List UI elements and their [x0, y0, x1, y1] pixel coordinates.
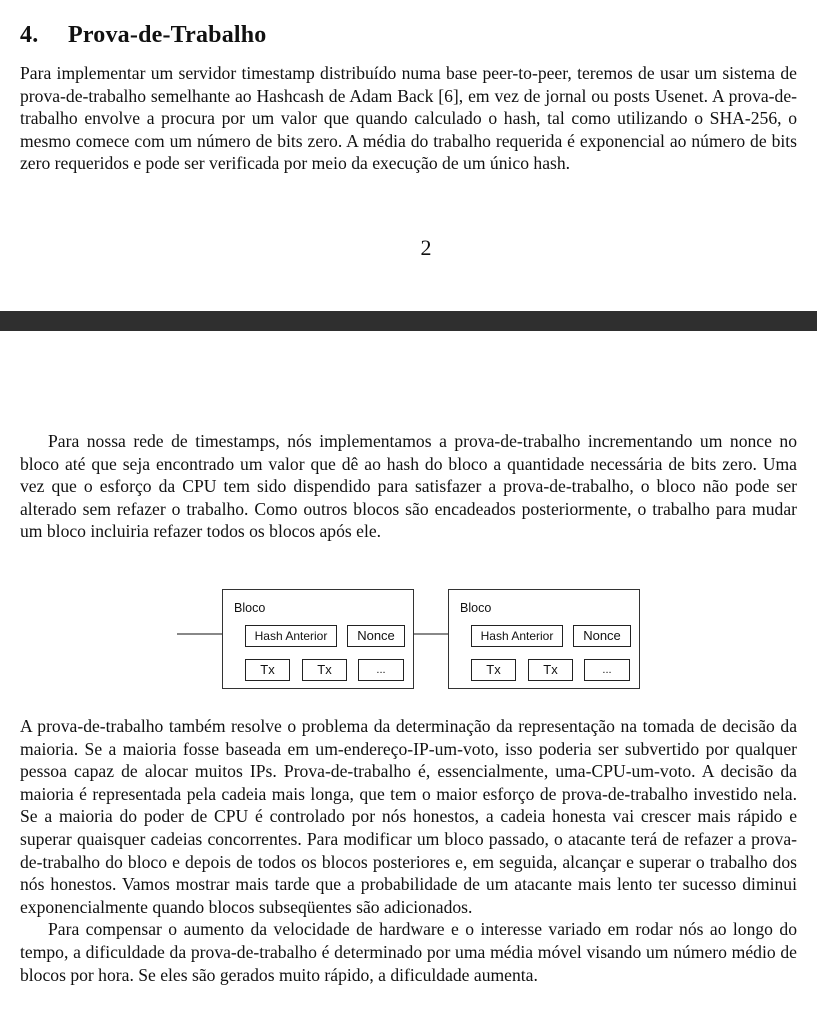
- more-tx-cell: ...: [584, 659, 630, 681]
- intro-paragraph: Para implementar um servidor timestamp distribuído numa base peer-to-peer, teremos de usar um sistema de prova-de-trabalho semelhante ao Hashcash de Adam Back [6], em vez de jornal ou posts Usenet. A prova-de-trabalho envolve a procura por um valor que quando calculado o hash, tal como utilizando o SHA-256, o mesmo comece com um número de bits zero. A média do trabalho requerida é exponencial ao número de bits zero requeridos e pode ser verificada por meio da execução de um único hash.: [20, 63, 797, 174]
- block-label: Bloco: [460, 601, 492, 615]
- nonce-cell: Nonce: [573, 625, 631, 647]
- prev-hash-cell: Hash Anterior: [471, 625, 563, 647]
- page-break-divider: [0, 311, 817, 331]
- majority-paragraph: A prova-de-trabalho também resolve o problema da determinação da representação na tomada de decisão da maioria. Se a maioria fosse baseada em um-endereço-IP-um-voto, isso poderia ser subvertido por qualquer pessoa capaz de alocar muitos IPs. Prova-de-trabalho é, essencialmente, uma-CPU-um-voto. A decisão da maioria é representada pela cadeia mais longa, que tem o maior esforço de prova-de-trabalho investido nela. Se a maioria do poder de CPU é controlado por nós honestos, a cadeia honesta vai crescer mais rápido e superar quaisquer cadeias concorrentes. Para modificar um bloco passado, o atacante terá de refazer a prova-de-trabalho do bloco e depois de todos os blocos posteriores e, em seguida, alcançar e superar o trabalho dos nós honestos. Vamos mostrar mais tarde que a probabilidade de um atacante mais lento ter sucesso diminui exponencialmente quando blocos subseqüentes são adicionados.: [20, 716, 797, 917]
- tx-cell: Tx: [302, 659, 347, 681]
- tx-cell: Tx: [528, 659, 573, 681]
- page-number: 2: [420, 235, 432, 260]
- block-2: [448, 589, 640, 689]
- block-chain-diagram: [0, 585, 817, 695]
- tx-cell: Tx: [245, 659, 290, 681]
- block-1: [222, 589, 414, 689]
- more-tx-cell: ...: [358, 659, 404, 681]
- implementation-paragraph: Para nossa rede de timestamps, nós implementamos a prova-de-trabalho incrementando um nonce no bloco até que seja encontrado um valor que dê ao hash do bloco a quantidade necessária de bits zero. Uma vez que o esforço da CPU tem sido dispendido para satisfazer a prova-de-trabalho, o bloco não pode ser alterado sem refazer o trabalho. Como outros blocos são encadeados posteriormente, o trabalho para mudar um bloco incluiria refazer todos os blocos após ele.: [20, 431, 797, 542]
- section-title: Prova-de-Trabalho: [68, 22, 267, 48]
- prev-hash-cell: Hash Anterior: [245, 625, 337, 647]
- nonce-cell: Nonce: [347, 625, 405, 647]
- difficulty-paragraph: Para compensar o aumento da velocidade de hardware e o interesse variado em rodar nós ao longo do tempo, a dificuldade da prova-de-trabalho é determinado por uma média móvel visando um número médio de blocos por hora. Se eles são gerados muito rápido, a dificuldade aumenta.: [20, 919, 797, 985]
- section-number: 4.: [20, 22, 39, 48]
- majority-paragraph-group: [20, 715, 797, 986]
- tx-cell: Tx: [471, 659, 516, 681]
- section-heading: [20, 20, 267, 50]
- block-label: Bloco: [234, 601, 266, 615]
